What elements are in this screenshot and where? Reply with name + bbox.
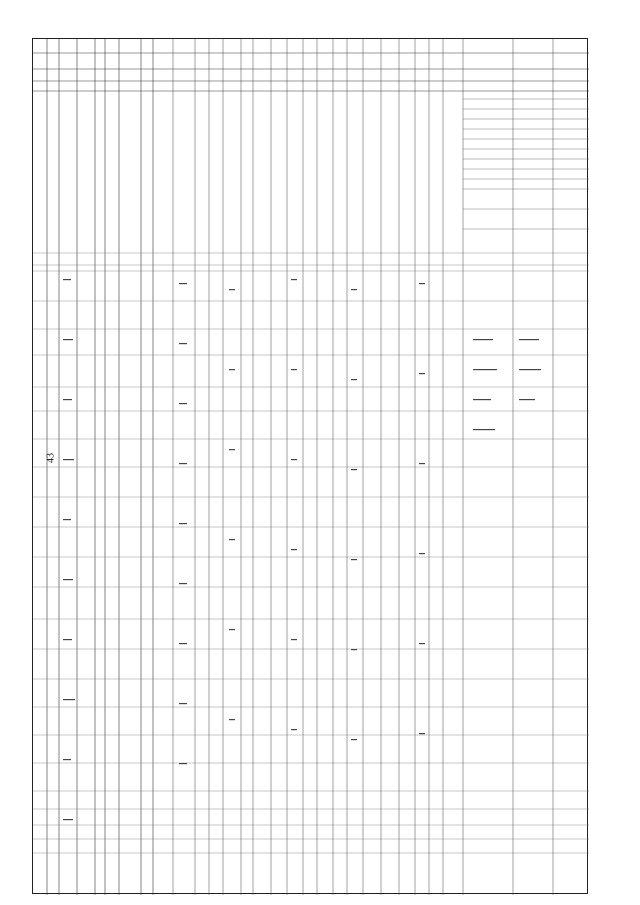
rotated-table-sheet xyxy=(32,38,588,894)
page-number: 43 xyxy=(45,453,57,463)
header-rows xyxy=(33,53,589,91)
table-grid xyxy=(33,39,589,895)
upper-right-subtable xyxy=(463,99,589,229)
data-rows xyxy=(33,253,589,853)
cell-value-marks xyxy=(63,279,541,820)
